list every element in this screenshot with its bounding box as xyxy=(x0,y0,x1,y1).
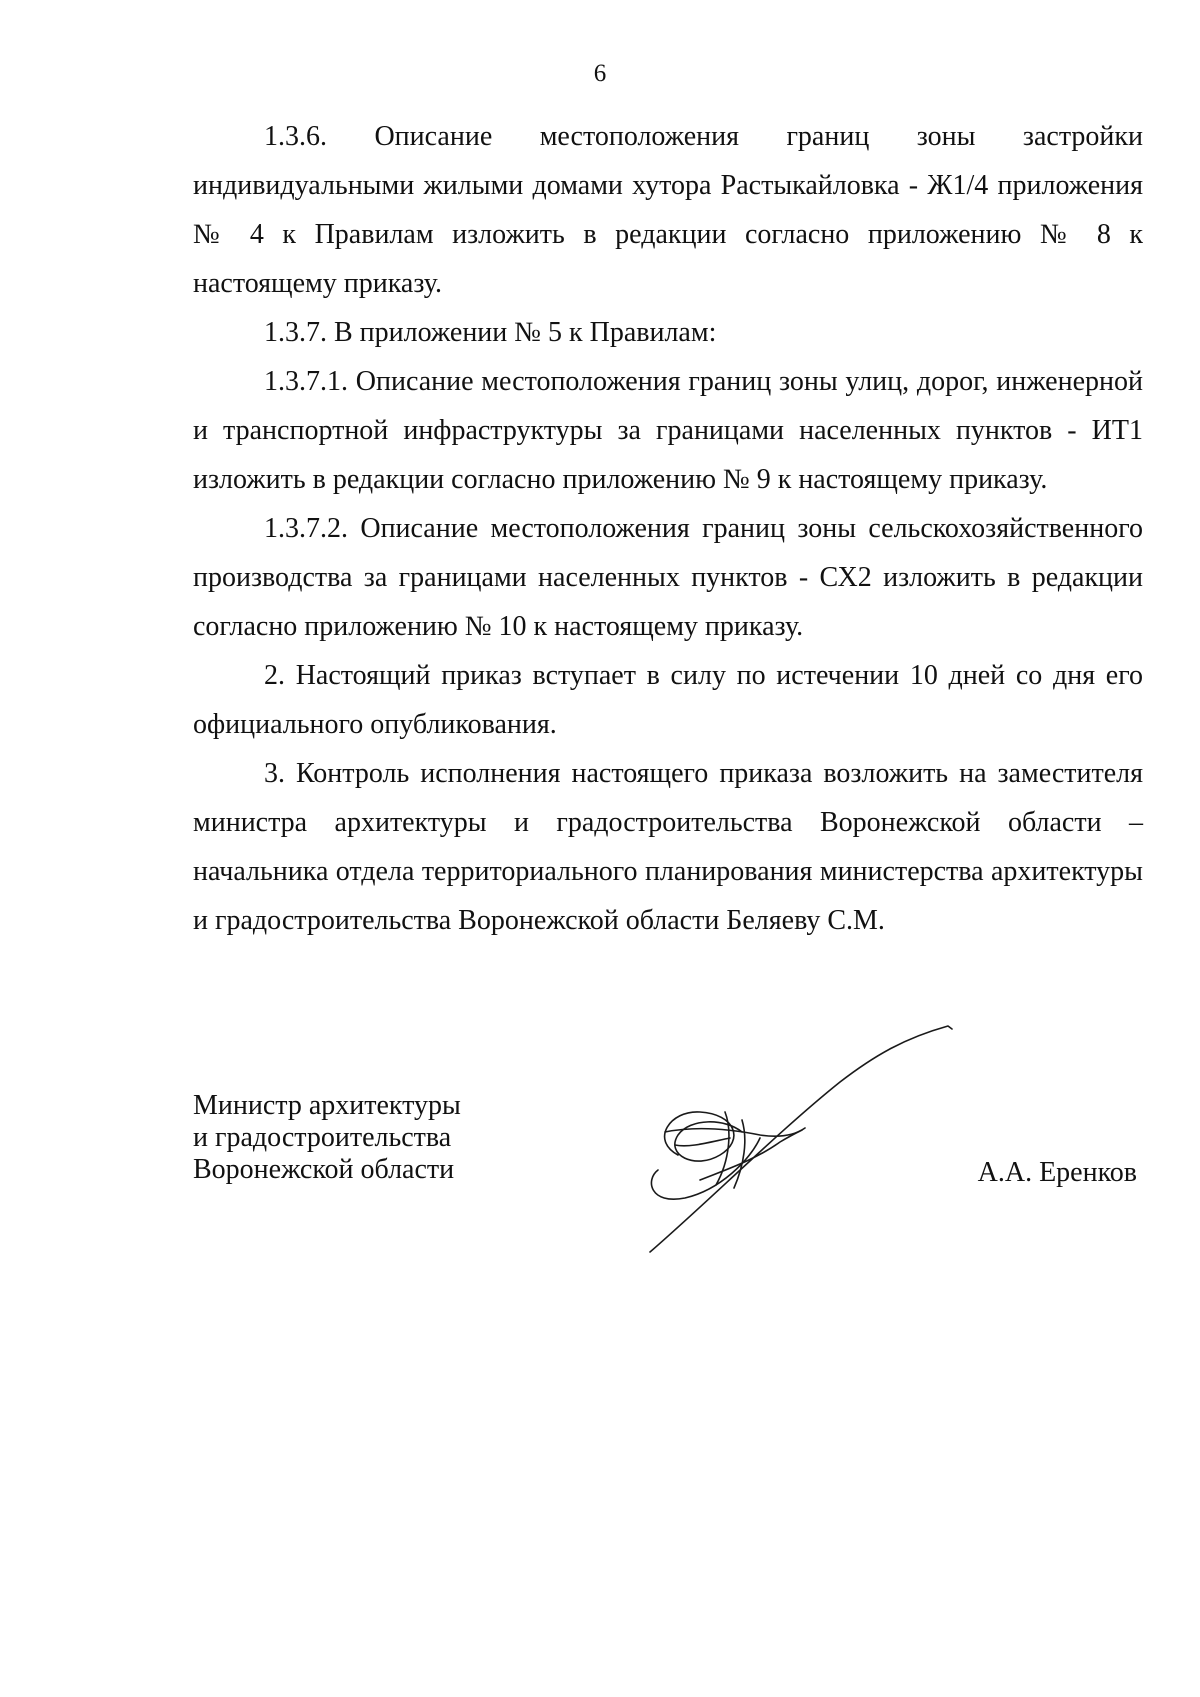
paragraph-1-3-6: 1.3.6. Описание местоположения границ зоны застройки индивидуальными жилыми домами хутора Растыкайловка - Ж1/4 приложения № 4 к Правилам изложить в редакции согласно приложению № 8 к настоящему приказу. xyxy=(193,121,1143,299)
signatory-title-line: и градостроительства xyxy=(193,1122,452,1153)
paragraph-3: 3. Контроль исполнения настоящего приказа возложить на заместителя министра архитектуры и градостроительства Воронежской области – начальника отдела территориального планирования министерства архитектуры и градостроительства Воронежской области Беляеву С.М. xyxy=(193,758,1143,936)
signatory-title xyxy=(193,1090,461,1186)
paragraph-2: 2. Настоящий приказ вступает в силу по истечении 10 дней со дня его официального опубликования. xyxy=(193,660,1143,740)
document-body xyxy=(193,112,1143,945)
paragraph-1-3-7-2: 1.3.7.2. Описание местоположения границ зоны сельскохозяйственного производства за границами населенных пунктов - СХ2 изложить в редакции согласно приложению № 10 к настоящему приказу. xyxy=(193,513,1143,642)
signatory-title-line: Воронежской области xyxy=(193,1154,455,1185)
paragraph-1-3-7-1: 1.3.7.1. Описание местоположения границ зоны улиц, дорог, инженерной и транспортной инфраструктуры за границами населенных пунктов - ИТ1 изложить в редакции согласно приложению № 9 к настоящему приказу. xyxy=(193,366,1143,495)
signatory-title-line: Министр архитектуры xyxy=(193,1090,461,1121)
page-number: 6 xyxy=(593,60,607,87)
paragraph-1-3-7: 1.3.7. В приложении № 5 к Правилам: xyxy=(264,317,717,348)
handwritten-signature xyxy=(630,1020,960,1260)
signatory-name: А.А. Еренков xyxy=(977,1157,1137,1188)
